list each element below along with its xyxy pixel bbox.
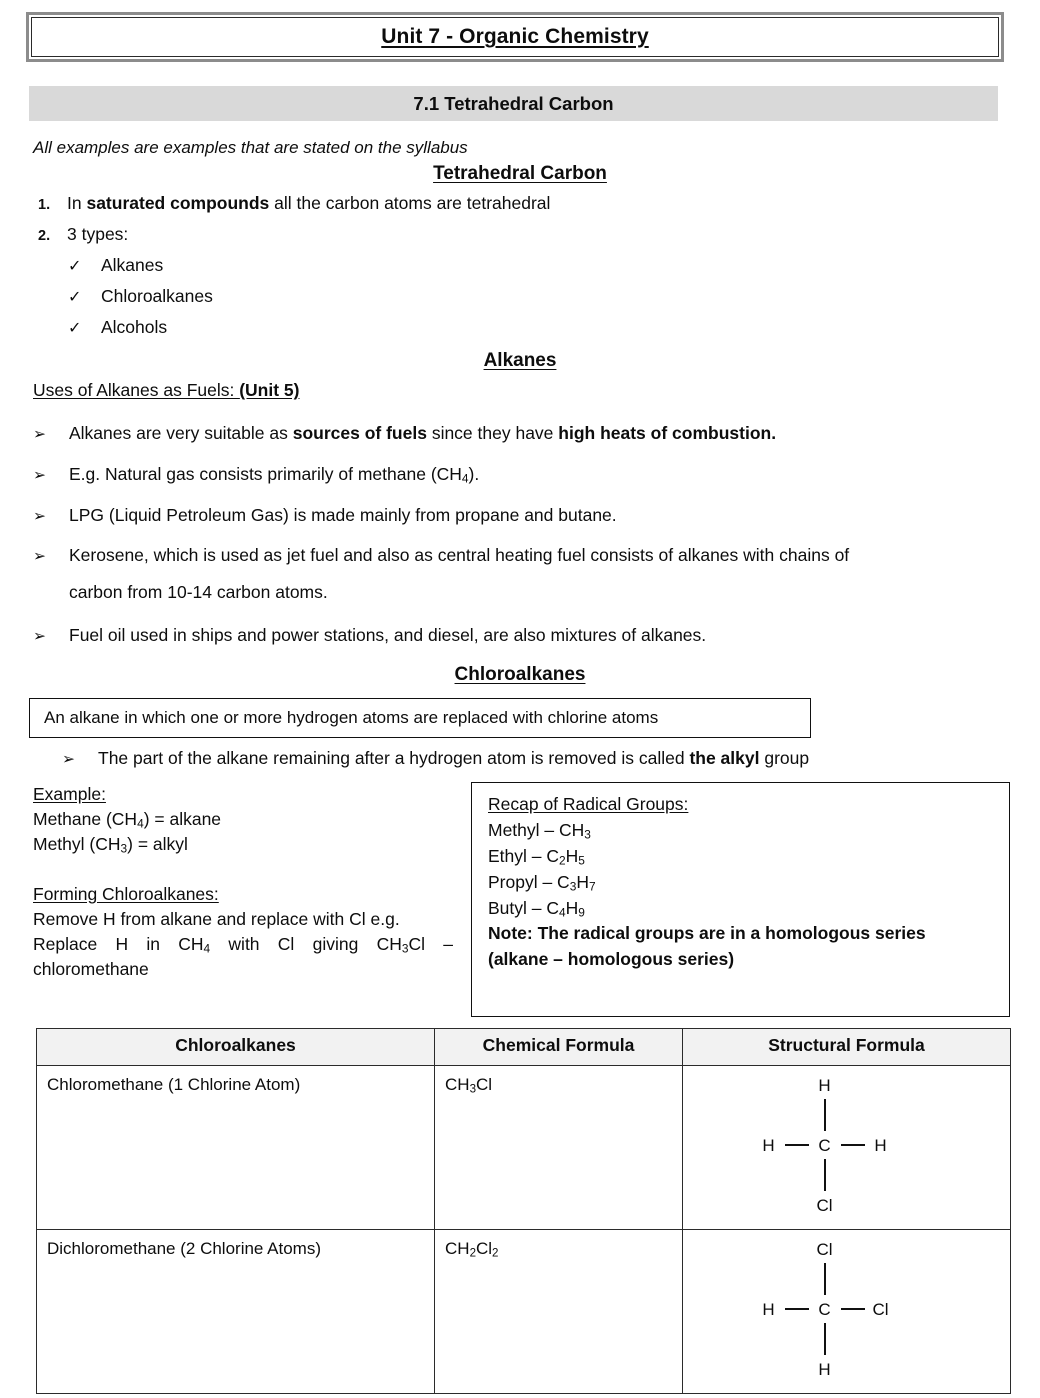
list-item — [68, 286, 213, 307]
spacer — [33, 858, 453, 882]
atom-top: H — [818, 1076, 831, 1095]
list-item — [33, 193, 550, 214]
example-block — [33, 782, 453, 982]
column-header-chemical-formula: Chemical Formula — [435, 1029, 683, 1066]
recap-note-line: (alkane – homologous series) — [488, 949, 735, 970]
cell-chemical-formula: $CH_3Cl$ — [435, 1066, 683, 1230]
cell-chemical-formula: $CH_2Cl_2$ — [435, 1230, 683, 1394]
bond-left — [785, 1308, 809, 1310]
arrow-bullet-icon: ➢ — [33, 508, 46, 525]
atom-bottom: Cl — [816, 1196, 833, 1215]
bond-right — [841, 1308, 865, 1310]
list-item-label: Alcohols — [101, 317, 168, 337]
molecule-diagram-chloromethane — [747, 1075, 947, 1220]
atom-center: C — [818, 1136, 831, 1155]
bullet-text: The part of the alkane remaining after a hydrogen atom is removed is called the alkyl group — [98, 748, 810, 768]
bond-bottom — [824, 1159, 826, 1191]
unit-title-box — [26, 12, 1004, 62]
bullet-item — [33, 625, 993, 646]
chloroalkane-definition-text: An alkane in which one or more hydrogen atoms are replaced with chlorine atoms — [44, 708, 659, 727]
bullet-item — [33, 545, 1005, 603]
example-line: Methane $(CH_4)$ = alkane — [33, 808, 222, 831]
list-marker: 2. — [38, 228, 51, 244]
bond-right — [841, 1144, 865, 1146]
heading-alkanes: Alkanes — [483, 350, 557, 371]
recap-group-item: Propyl – $C_3H_7$ — [488, 871, 596, 894]
table-body — [37, 1066, 1011, 1394]
forming-line: Replace H in $CH_4$ with Cl giving $CH_3Cl$ – — [33, 933, 454, 956]
list-item — [33, 224, 128, 245]
example-line: Methyl $(CH_3)$ = alkyl — [33, 834, 188, 856]
column-header-chloroalkanes: Chloroalkanes — [37, 1029, 435, 1066]
list-marker: 1. — [38, 197, 51, 213]
recap-heading: Recap of Radical Groups: — [488, 794, 689, 814]
forming-line: Remove H from alkane and replace with Cl e.g. — [33, 908, 400, 929]
section-title: 7.1 Tetrahedral Carbon — [413, 92, 614, 114]
bullet-text: Fuel oil used in ships and power stations, and diesel, are also mixtures of alkanes. — [69, 625, 707, 645]
bullet-text: Alkanes are very suitable as sources of fuels since they have high heats of combustion. — [69, 423, 777, 443]
bond-top — [824, 1263, 826, 1295]
arrow-bullet-icon: ➢ — [62, 751, 75, 768]
check-icon: ✓ — [68, 258, 82, 275]
bond-bottom — [824, 1323, 826, 1355]
bullet-text: Kerosene, which is used as jet fuel and also as central heating fuel consists of alkanes with chains of carbon from 10-14 carbon atoms. — [69, 545, 850, 602]
bullet-text: LPG (Liquid Petroleum Gas) is made mainly from propane and butane. — [69, 505, 617, 525]
bullet-item — [33, 505, 993, 526]
atom-left: H — [762, 1136, 775, 1155]
atom-right: H — [874, 1136, 887, 1155]
bullet-item — [33, 464, 993, 486]
subheading-plain: Uses of Alkanes as Fuels: — [33, 380, 240, 400]
cell-structural-formula — [683, 1230, 1011, 1394]
cell-compound-name: Chloromethane (1 Chlorine Atom) — [37, 1066, 435, 1230]
recap-group-item: Methyl – $CH_3$ — [488, 819, 591, 842]
recap-note-line: Note: The radical groups are in a homologous series — [488, 923, 926, 944]
bullet-text: E.g. Natural gas consists primarily of methane $(CH_4)$. — [69, 464, 480, 486]
check-icon: ✓ — [68, 289, 82, 306]
atom-top: Cl — [816, 1240, 833, 1259]
atom-left: H — [762, 1300, 775, 1319]
column-header-structural-formula: Structural Formula — [683, 1029, 1011, 1066]
list-item-label: Chloroalkanes — [101, 286, 213, 306]
list-item-text: In saturated compounds all the carbon atoms are tetrahedral — [67, 193, 551, 213]
arrow-bullet-icon: ➢ — [33, 426, 46, 443]
unit-title: Unit 7 - Organic Chemistry — [381, 25, 649, 48]
cell-structural-formula — [683, 1066, 1011, 1230]
forming-chloroalkanes-heading: Forming Chloroalkanes: — [33, 883, 219, 904]
list-item-text: 3 types: — [67, 224, 129, 244]
cell-compound-name: Dichloromethane (2 Chlorine Atoms) — [37, 1230, 435, 1394]
atom-right: Cl — [872, 1300, 889, 1319]
list-item — [68, 255, 163, 276]
syllabus-note: All examples are examples that are stated on the syllabus — [33, 138, 468, 157]
heading-chloroalkanes: Chloroalkanes — [454, 664, 586, 685]
recap-radical-groups-box — [471, 782, 1010, 1017]
recap-group-item: Butyl – $C_4H_9$ — [488, 897, 585, 920]
atom-bottom: H — [818, 1360, 831, 1379]
arrow-bullet-icon: ➢ — [33, 548, 46, 565]
section-header-bar — [29, 86, 998, 121]
bullet-item-alkyl — [62, 748, 1002, 769]
chloroalkane-definition-box — [29, 698, 811, 738]
arrow-bullet-icon: ➢ — [33, 628, 46, 645]
list-item — [68, 317, 167, 338]
atom-center: C — [818, 1300, 831, 1319]
forming-line: chloromethane — [33, 959, 149, 980]
molecule-diagram-dichloromethane — [747, 1239, 947, 1384]
table-header — [37, 1029, 1011, 1066]
recap-group-item: Ethyl – $C_2H_5$ — [488, 845, 585, 868]
bond-left — [785, 1144, 809, 1146]
example-heading: Example: — [33, 784, 106, 804]
bullet-item — [33, 423, 993, 444]
table-row — [37, 1066, 1011, 1230]
bond-top — [824, 1099, 826, 1131]
check-icon: ✓ — [68, 320, 82, 337]
table-header-row — [37, 1029, 1011, 1066]
chloroalkanes-table — [36, 1028, 1011, 1394]
table-row — [37, 1230, 1011, 1394]
subheading-uses-of-alkanes — [33, 380, 300, 401]
list-item-label: Alkanes — [101, 255, 164, 275]
subheading-bold: (Unit 5) — [239, 380, 300, 400]
arrow-bullet-icon: ➢ — [33, 467, 46, 484]
heading-tetrahedral-carbon: Tetrahedral Carbon — [433, 163, 607, 184]
